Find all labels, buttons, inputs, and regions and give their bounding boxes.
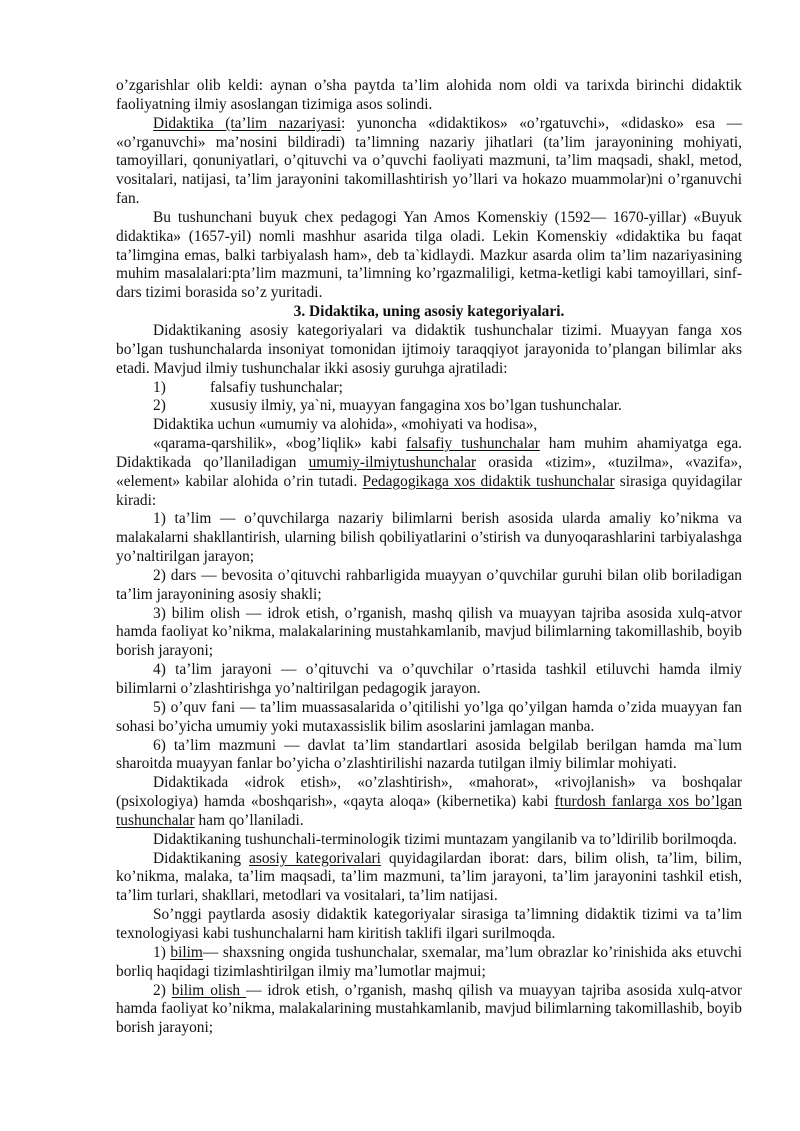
text-span: Didaktikada «idrok etish», «o’zlashtirish», «mahorat», «rivojlanish» va boshqalar (psixologiya) hamda «boshqarish», «qayta aloqa» (kibernetika) kabi [116, 774, 742, 811]
section-heading: 3. Didaktika, uning asosiy kategoriyalari. [293, 303, 565, 321]
paragraph-philosophical-concepts [116, 435, 742, 510]
definition-bilim [116, 944, 742, 982]
term-didaktika: Didaktika (ta’lim nazariyasi [153, 114, 342, 132]
term-falsafiy: falsafiy tushunchalar [406, 435, 540, 453]
list-number: 1) [153, 378, 166, 396]
text-span: «qarama-qarshilik», «bog’liqlik» kabi [153, 435, 407, 453]
term-asosiy-kategoriyalar: asosiy kategorivalari [249, 849, 381, 867]
text-span: orasida «tizim», «tuzilma», «vazifa», «element» kabilar alohida o’rin tutadi. [116, 453, 742, 490]
term-bilim-olish: bilim olish [171, 981, 247, 999]
paragraph-intro-continuation: o’zgarishlar olib keldi: aynan o’sha paytda ta’lim alohida nom oldi va tarixda birinchi didaktik faoliyatning ilmiy asoslangan tizimiga asos solindi. [116, 77, 742, 113]
paragraph-didaktika-definition [116, 115, 742, 209]
text-span: — shaxsning ongida tushunchalar, sxemalar, ma’lum obrazlar ko’rinishida aks etuvchi borliq haqidagi tizimlashtirilgan ilmiy ma’lumotlar majmui; [116, 943, 743, 980]
text-span: Didaktikaning [153, 849, 250, 867]
paragraph-terminology: Didaktikaning tushunchali-terminologik tizimi muntazam yangilanib va to’ldirilib borilmoqda. [153, 830, 737, 848]
term-umumiy-ilmiy: umumiy-ilmiytushunchalar [308, 453, 477, 471]
paragraph-komenskiy: Bu tushunchani buyuk chex pedagogi Yan Amos Komenskiy (1592— 1670-yillar) «Buyuk didaktika» (1657-yil) nomli mashhur asarida tilga oladi. Lekin Komenskiy «didaktika bu faqat ta’limgina emas, balki tarbiyalash ham», deb ta`kidlaydi. Mazkur asarda olim ta’lim nazariyasining muhim masalalari:pta’lim mazmuni, ta’limning ko’rgazmaliligi, ketma-ketligi kabi tamoyillari, sinf-dars tizimi borasida so’z yuritadi. [116, 208, 742, 302]
definition-text: : yunoncha «didaktikos» «o’rgatuvchi», «didasko» esa — «o’rganuvchi» ma’nosini bildiradi) ta’limning nazariy jihatlari (ta’lim jarayonining mohiyati, tamoyillari, qonuniyatlari, o’qituvchi va o’quvchi faoliyati mazmuni, ta’lim maqsadi, shakl, metod, vositalari, natijasi, ta’lim jarayonini takomillashtirish yo’llari va hokazo muammolar)ni o’rganuvchi fan. [116, 114, 742, 208]
paragraph-recent-proposals: So’nggi paytlarda asosiy didaktik kategoriyalar sirasiga ta’limning didaktik tizimi va ta’lim texnologiyasi kabi tushunchalarni ham kiritish taklifi ilgari surilmoqda. [116, 906, 742, 942]
list-text: falsafiy tushunchalar; [210, 378, 343, 396]
text-span: quyidagilardan iborat: dars, bilim olish, ta’lim, bilim, ko’nikma, malaka, ta’lim maqsadi, ta’lim mazmuni, ta’lim jarayoni, ta’lim jarayonini tashkil etish, ta’lim turlari, shakllari, metodlari va vositalari, ta’lim natijasi. [116, 849, 742, 905]
document-body [116, 77, 742, 1038]
list-item [116, 397, 742, 416]
list-number: 2) [153, 397, 166, 415]
text-span: 2) [153, 981, 172, 999]
definition-talim-mazmuni: 6) ta’lim mazmuni — davlat ta’lim standartlari asosida belgilab berilgan hamda ma`lum sharoitda muayyan fanlar bo’yicha o’zlashtirilishi nazarda tutilgan ilmiy bilimlar mohiyati. [116, 736, 742, 773]
definition-dars: 2) dars — bevosita o’qituvchi rahbarligida muayyan o’quvchilar guruhi bilan olib boriladigan ta’lim jarayonining asosiy shakli; [116, 566, 742, 603]
term-turdosh-fanlar: fturdosh fanlarga xos bo’lgan tushunchalar [116, 793, 742, 829]
definition-talim-jarayoni: 4) ta’lim jarayoni — o’qituvchi va o’quvchilar o’rtasida tashkil etiluvchi hamda ilmiy bilimlarni o’zlashtirishga yo’naltirilgan pedagogik jarayon. [116, 661, 742, 697]
paragraph-didaktika-concepts: Didaktika uchun «umumiy va alohida», «mohiyati va hodisa», [153, 416, 538, 434]
term-pedagogik: Pedagogikaga xos didaktik tushunchalar [362, 472, 615, 490]
text-span: ham muhim ahamiyatga ega. Didaktikada qo’llaniladigan [116, 435, 742, 471]
list-item [116, 379, 742, 398]
list-text: xususiy ilmiy, ya`ni, muayyan fangagina xos bo’lgan tushunchalar. [210, 397, 622, 415]
text-span: sirasiga quyidagilar kiradi: [116, 472, 742, 509]
definition-oquv-fani: 5) o’quv fani — ta’lim muassasalarida o’qitilishi yo’lga qo’yilgan hamda o’zida muayyan fan sohasi bo’yicha umumiy yoki mutaxassislik bilim asoslarini jamlagan manba. [116, 698, 742, 735]
definition-talim: 1) ta’lim — o’quvchilarga nazariy bilimlarni berish asosida ularda amaliy ko’nikma va malakalarni shakllantirish, ularning bilish qobiliyatlarini o’stirish va dunyoqarashlarini tarbiyalashga yo’naltirilgan jarayon; [116, 510, 742, 566]
text-span: — idrok etish, o’rganish, mashq qilish va muayyan tajriba asosida xulq-atvor hamda faoliyat ko’nikma, malakalarining mustahkamlanib, mavjud bilimlarning takomillashib, boyib borish jarayoni; [116, 981, 743, 1037]
paragraph-related-sciences [116, 774, 742, 831]
definition-bilim-olish-2 [116, 982, 742, 1039]
text-span: 1) [153, 943, 171, 961]
paragraph-categories-intro: Didaktikaning asosiy kategoriyalari va didaktik tushunchalar tizimi. Muayyan fanga xos bo’lgan tushunchalarda insoniyat tomonidan ijtimoiy taraqqiyot jarayonida to’plangan bilimlar aks etadi. Mavjud ilmiy tushunchalar ikki asosiy guruhga ajratiladi: [116, 321, 742, 377]
term-bilim: bilim [170, 943, 203, 961]
paragraph-main-categories [116, 850, 742, 907]
text-span: ham qo’llaniladi. [194, 811, 304, 829]
definition-bilim-olish: 3) bilim olish — idrok etish, o’rganish, mashq qilish va muayyan tajriba asosida xulq-atvor hamda faoliyat ko’nikma, malakalarining mustahkamlanib, mavjud bilimlarning takomillashib, boyib borish jarayoni; [116, 604, 742, 660]
